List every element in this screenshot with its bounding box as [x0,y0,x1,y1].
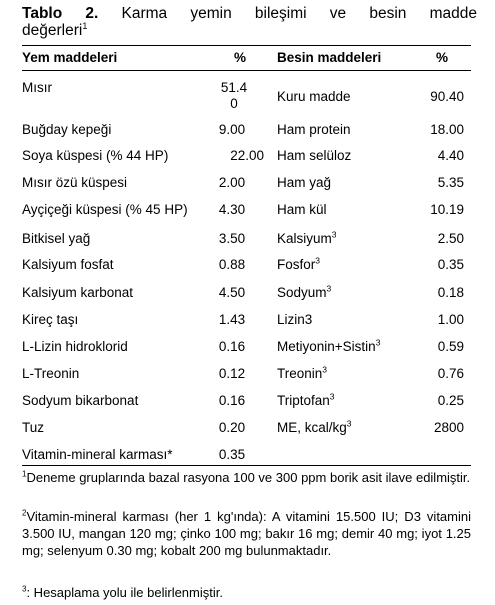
nutrient-value: 4.40 [437,148,464,163]
feed-name: L-Treonin [22,366,80,381]
feed-name: Vitamin-mineral karması* [22,447,173,462]
feed-name: Soya küspesi (% 44 HP) [22,148,169,163]
nutrient-value: 2800 [433,420,464,435]
footnote-2 [22,508,471,559]
nutrient-label: Kalsiyum [277,231,332,246]
nutrient-label: Kuru madde [277,89,351,104]
footnote-3 [22,584,471,601]
nutrient-label: Lizin3 [277,312,313,327]
footnote-number: 2 [22,508,27,518]
footnote-1 [22,469,471,486]
nutrient-value: 0.59 [437,339,464,354]
nutrient-label: Metiyonin+Sistin [277,339,376,354]
header-feed: Yem maddeleri [22,50,118,65]
feed-name: Kalsiyum karbonat [22,285,134,300]
footnote-marker: 3 [322,364,328,375]
footnote-marker: 3 [375,337,381,348]
table-title-word: değerleri [22,22,83,39]
nutrient-value: 10.19 [430,202,464,217]
feed-value: 0.35 [218,447,246,462]
nutrient-label: Treonin [277,366,323,381]
feed-value: 0.88 [218,257,246,272]
footnote-marker: 3 [315,255,320,266]
feed-value-cont: 0 [230,96,238,111]
nutrient-label: Ham yağ [277,175,332,190]
feed-name: L-Lizin hidroklorid [22,339,128,354]
nutrient-name [277,148,351,164]
feed-value: 51.4 [220,80,248,95]
table-label: Tablo 2. [22,5,99,22]
nutrient-name [277,285,331,301]
footnote-marker: 3 [329,391,335,402]
nutrient-value: 0.18 [437,285,464,300]
nutrient-value: 90.40 [430,89,464,104]
nutrient-name [277,231,337,247]
nutrient-name [277,89,351,105]
nutrient-name [277,312,312,328]
header-feed-pct: % [234,50,247,65]
table-title [22,5,477,22]
title-footnote-marker: 1 [82,20,88,31]
nutrient-value: 2.50 [437,231,464,246]
nutrient-name [277,175,331,191]
nutrient-value: 0.35 [437,257,464,272]
footnote-marker: 3 [331,229,337,240]
feed-value: 0.16 [218,393,246,408]
nutrient-label: Ham kül [277,202,327,217]
nutrient-label: Ham protein [277,122,351,137]
nutrient-value: 1.00 [437,312,464,327]
nutrient-name [277,420,352,436]
feed-value: 4.30 [218,202,246,217]
top-rule [22,45,471,46]
nutrient-name [277,393,335,409]
nutrient-label: Sodyum [277,285,327,300]
bottom-rule [22,465,471,466]
feed-value: 1.43 [218,312,246,327]
header-rule [22,70,471,71]
feed-name: Bitkisel yağ [22,231,91,246]
feed-name: Mısır [22,80,52,95]
nutrient-value: 0.76 [437,366,464,381]
feed-name: Kalsiyum fosfat [22,257,114,272]
nutrient-name [277,257,320,273]
nutrient-label: Fosfor [277,257,316,272]
nutrient-name [277,122,351,138]
feed-value: 0.20 [218,420,246,435]
footnote-text: Vitamin-mineral karması (her 1 kg'ında): A vitamini 15.500 IU; D3 vitamini 3.500 IU, mangan 120 mg; çinko 100 mg; bakır 16 mg; demir 40 mg; iyot 1.25 mg; selenyum 0.30 mg; kobalt 200 mg bulunmaktadır. [22,509,471,558]
feed-name: Ayçiçeği küspesi (% 45 HP) [22,202,188,217]
feed-value: 2.00 [218,175,246,190]
feed-value: 3.50 [218,231,246,246]
nutrient-label: Triptofan [277,393,330,408]
feed-name: Kireç taşı [22,312,79,327]
feed-value: 22.00 [230,148,264,163]
header-nutrient-pct: % [436,50,449,65]
feed-name: Tuz [22,420,45,435]
footnote-marker: 3 [326,283,332,294]
table-title-line2 [22,22,87,39]
nutrient-label: Ham selüloz [277,148,352,163]
feed-value: 4.50 [218,285,246,300]
feed-name: Mısır özü küspesi [22,175,128,190]
feed-name: Sodyum bikarbonat [22,393,139,408]
feed-name: Buğday kepeği [22,122,112,137]
feed-value: 0.16 [218,339,246,354]
header-nutrient: Besin maddeleri [277,50,382,65]
nutrient-value: 0.25 [437,393,464,408]
nutrient-value: 5.35 [437,175,464,190]
nutrient-value: 18.00 [430,122,464,137]
footnote-text: : Hesaplama yolu ile belirlenmiştir. [26,585,223,600]
footnote-text: Deneme gruplarında bazal rasyona 100 ve 300 ppm borik asit ilave edilmiştir. [26,470,471,485]
feed-value: 9.00 [218,122,246,137]
footnote-number: 3 [22,584,27,594]
nutrient-name [277,339,380,355]
nutrient-name [277,366,327,382]
feed-value: 0.12 [218,366,246,381]
table-title-text: Karma yemin bileşimi ve besin madde [121,5,477,22]
footnote-marker: 3 [346,418,352,429]
footnote-number: 1 [22,469,27,479]
nutrient-label: ME, kcal/kg [277,420,347,435]
nutrient-name [277,202,327,218]
